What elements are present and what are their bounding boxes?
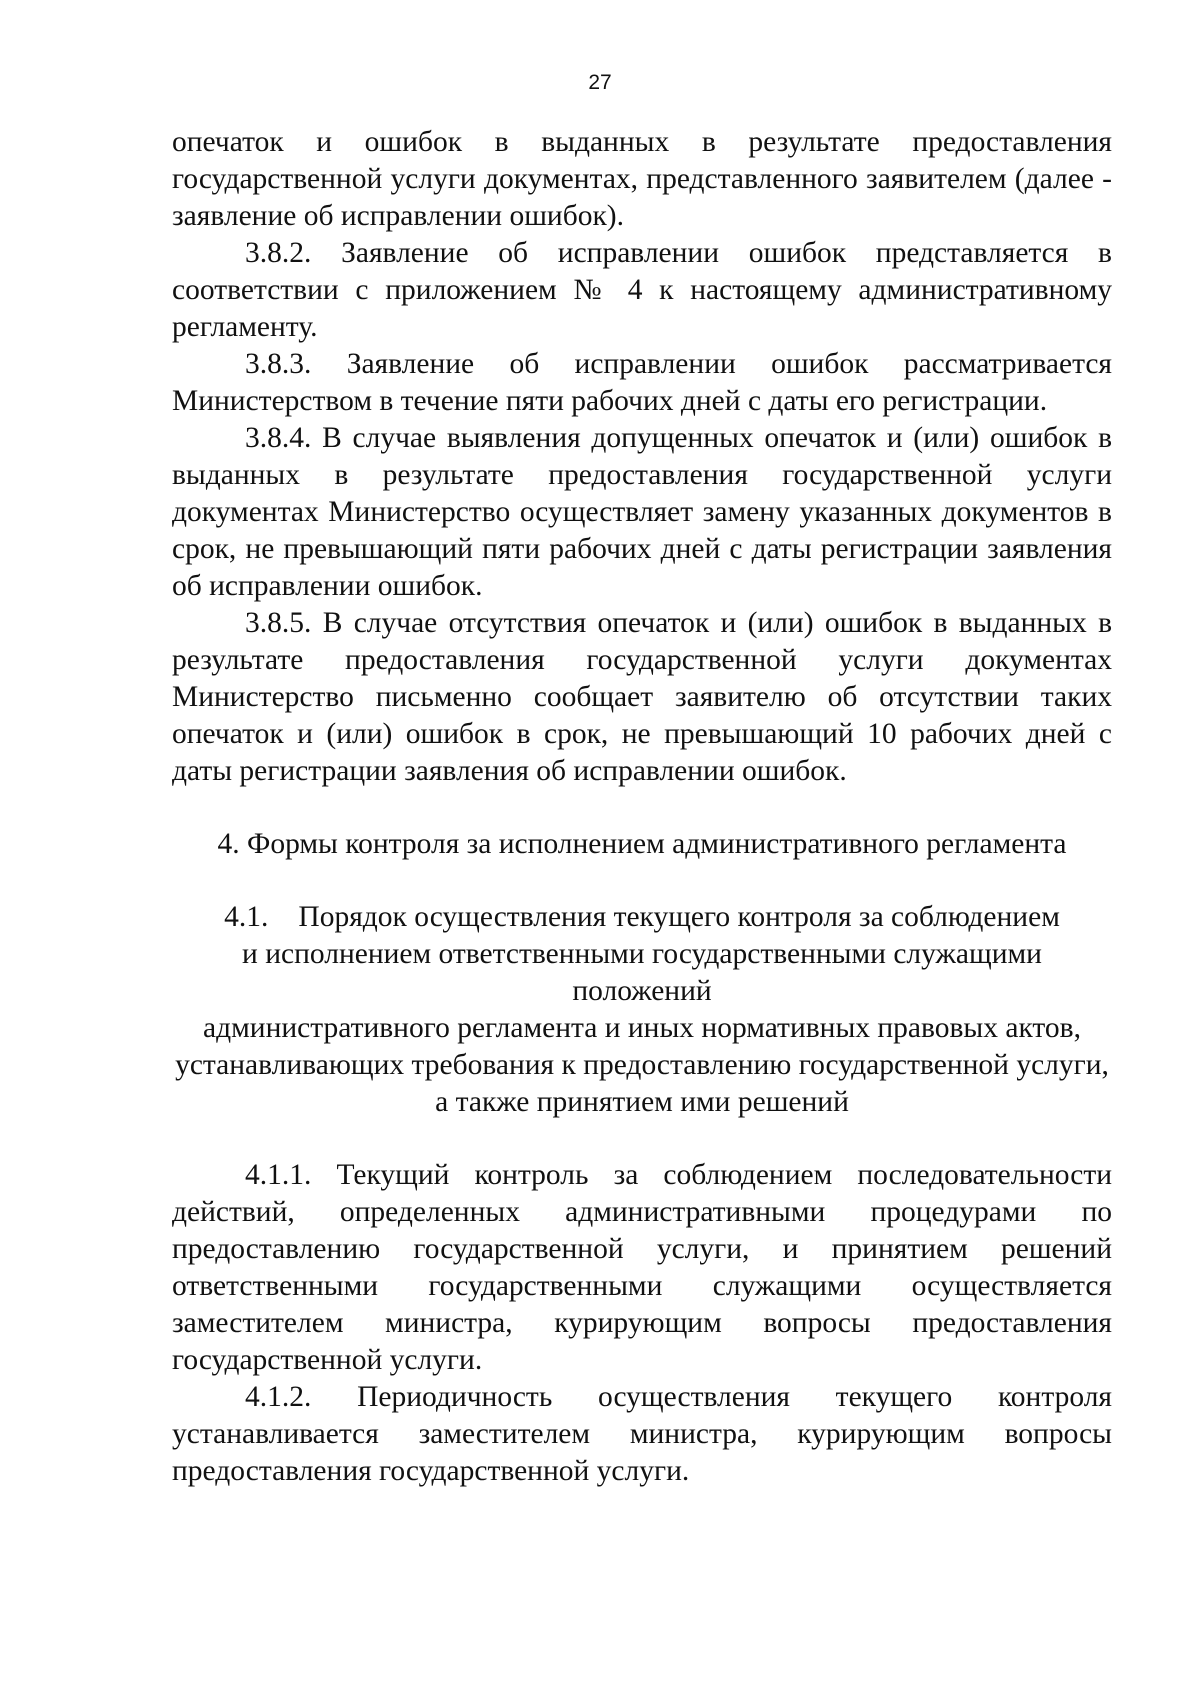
heading-number: 4.1. — [224, 901, 269, 933]
heading-line-1 — [172, 899, 1112, 936]
heading-line-5: а также принятием ими решений — [435, 1086, 849, 1118]
paragraph-3-8-3: 3.8.3. Заявление об исправлении ошибок рассматривается Министерством в течение пяти рабочих дней с даты его регистрации. — [172, 348, 1112, 417]
heading-line-2: и исполнением ответственными государственными служащими положений — [242, 938, 1042, 1007]
page-number: 27 — [588, 71, 612, 94]
heading-line-4: устанавливающих требования к предоставлению государственной услуги, — [175, 1049, 1109, 1081]
paragraph-3-8-4: 3.8.4. В случае выявления допущенных опечаток и (или) ошибок в выданных в результате предоставления государственной услуги документах Министерство осуществляет замену указанных документов в срок, не превышающий пяти рабочих дней с даты регистрации заявления об исправлении ошибок. — [172, 422, 1112, 602]
paragraph-intro: опечаток и ошибок в выданных в результате предоставления государственной услуги документах, представленного заявителем (далее - заявление об исправлении ошибок). — [172, 126, 1112, 232]
paragraph-3-8-5: 3.8.5. В случае отсутствия опечаток и (или) ошибок в выданных в результате предоставления государственной услуги документах Министерство письменно сообщает заявителю об отсутствии таких опечаток и (или) ошибок в срок, не превышающий 10 рабочих дней с даты регистрации заявления об исправлении ошибок. — [172, 607, 1112, 787]
section-4-1-heading — [172, 899, 1112, 1121]
paragraph-3-8-2: 3.8.2. Заявление об исправлении ошибок представляется в соответствии с приложением № 4 к настоящему административному регламенту. — [172, 237, 1112, 343]
paragraph-4-1-2: 4.1.2. Периодичность осуществления текущего контроля устанавливается заместителем министра, курирующим вопросы предоставления государственной услуги. — [172, 1381, 1112, 1487]
document-body — [172, 124, 1112, 1490]
section-4-title: 4. Формы контроля за исполнением административного регламента — [217, 828, 1067, 860]
heading-line-3: административного регламента и иных нормативных правовых актов, — [203, 1012, 1081, 1044]
heading-line-1-text: Порядок осуществления текущего контроля за соблюдением — [298, 901, 1060, 933]
paragraph-4-1-1: 4.1.1. Текущий контроль за соблюдением последовательности действий, определенных административными процедурами по предоставлению государственной услуги, и принятием решений ответственными государственными служащими осуществляется заместителем министра, курирующим вопросы предоставления государственной услуги. — [172, 1159, 1112, 1376]
